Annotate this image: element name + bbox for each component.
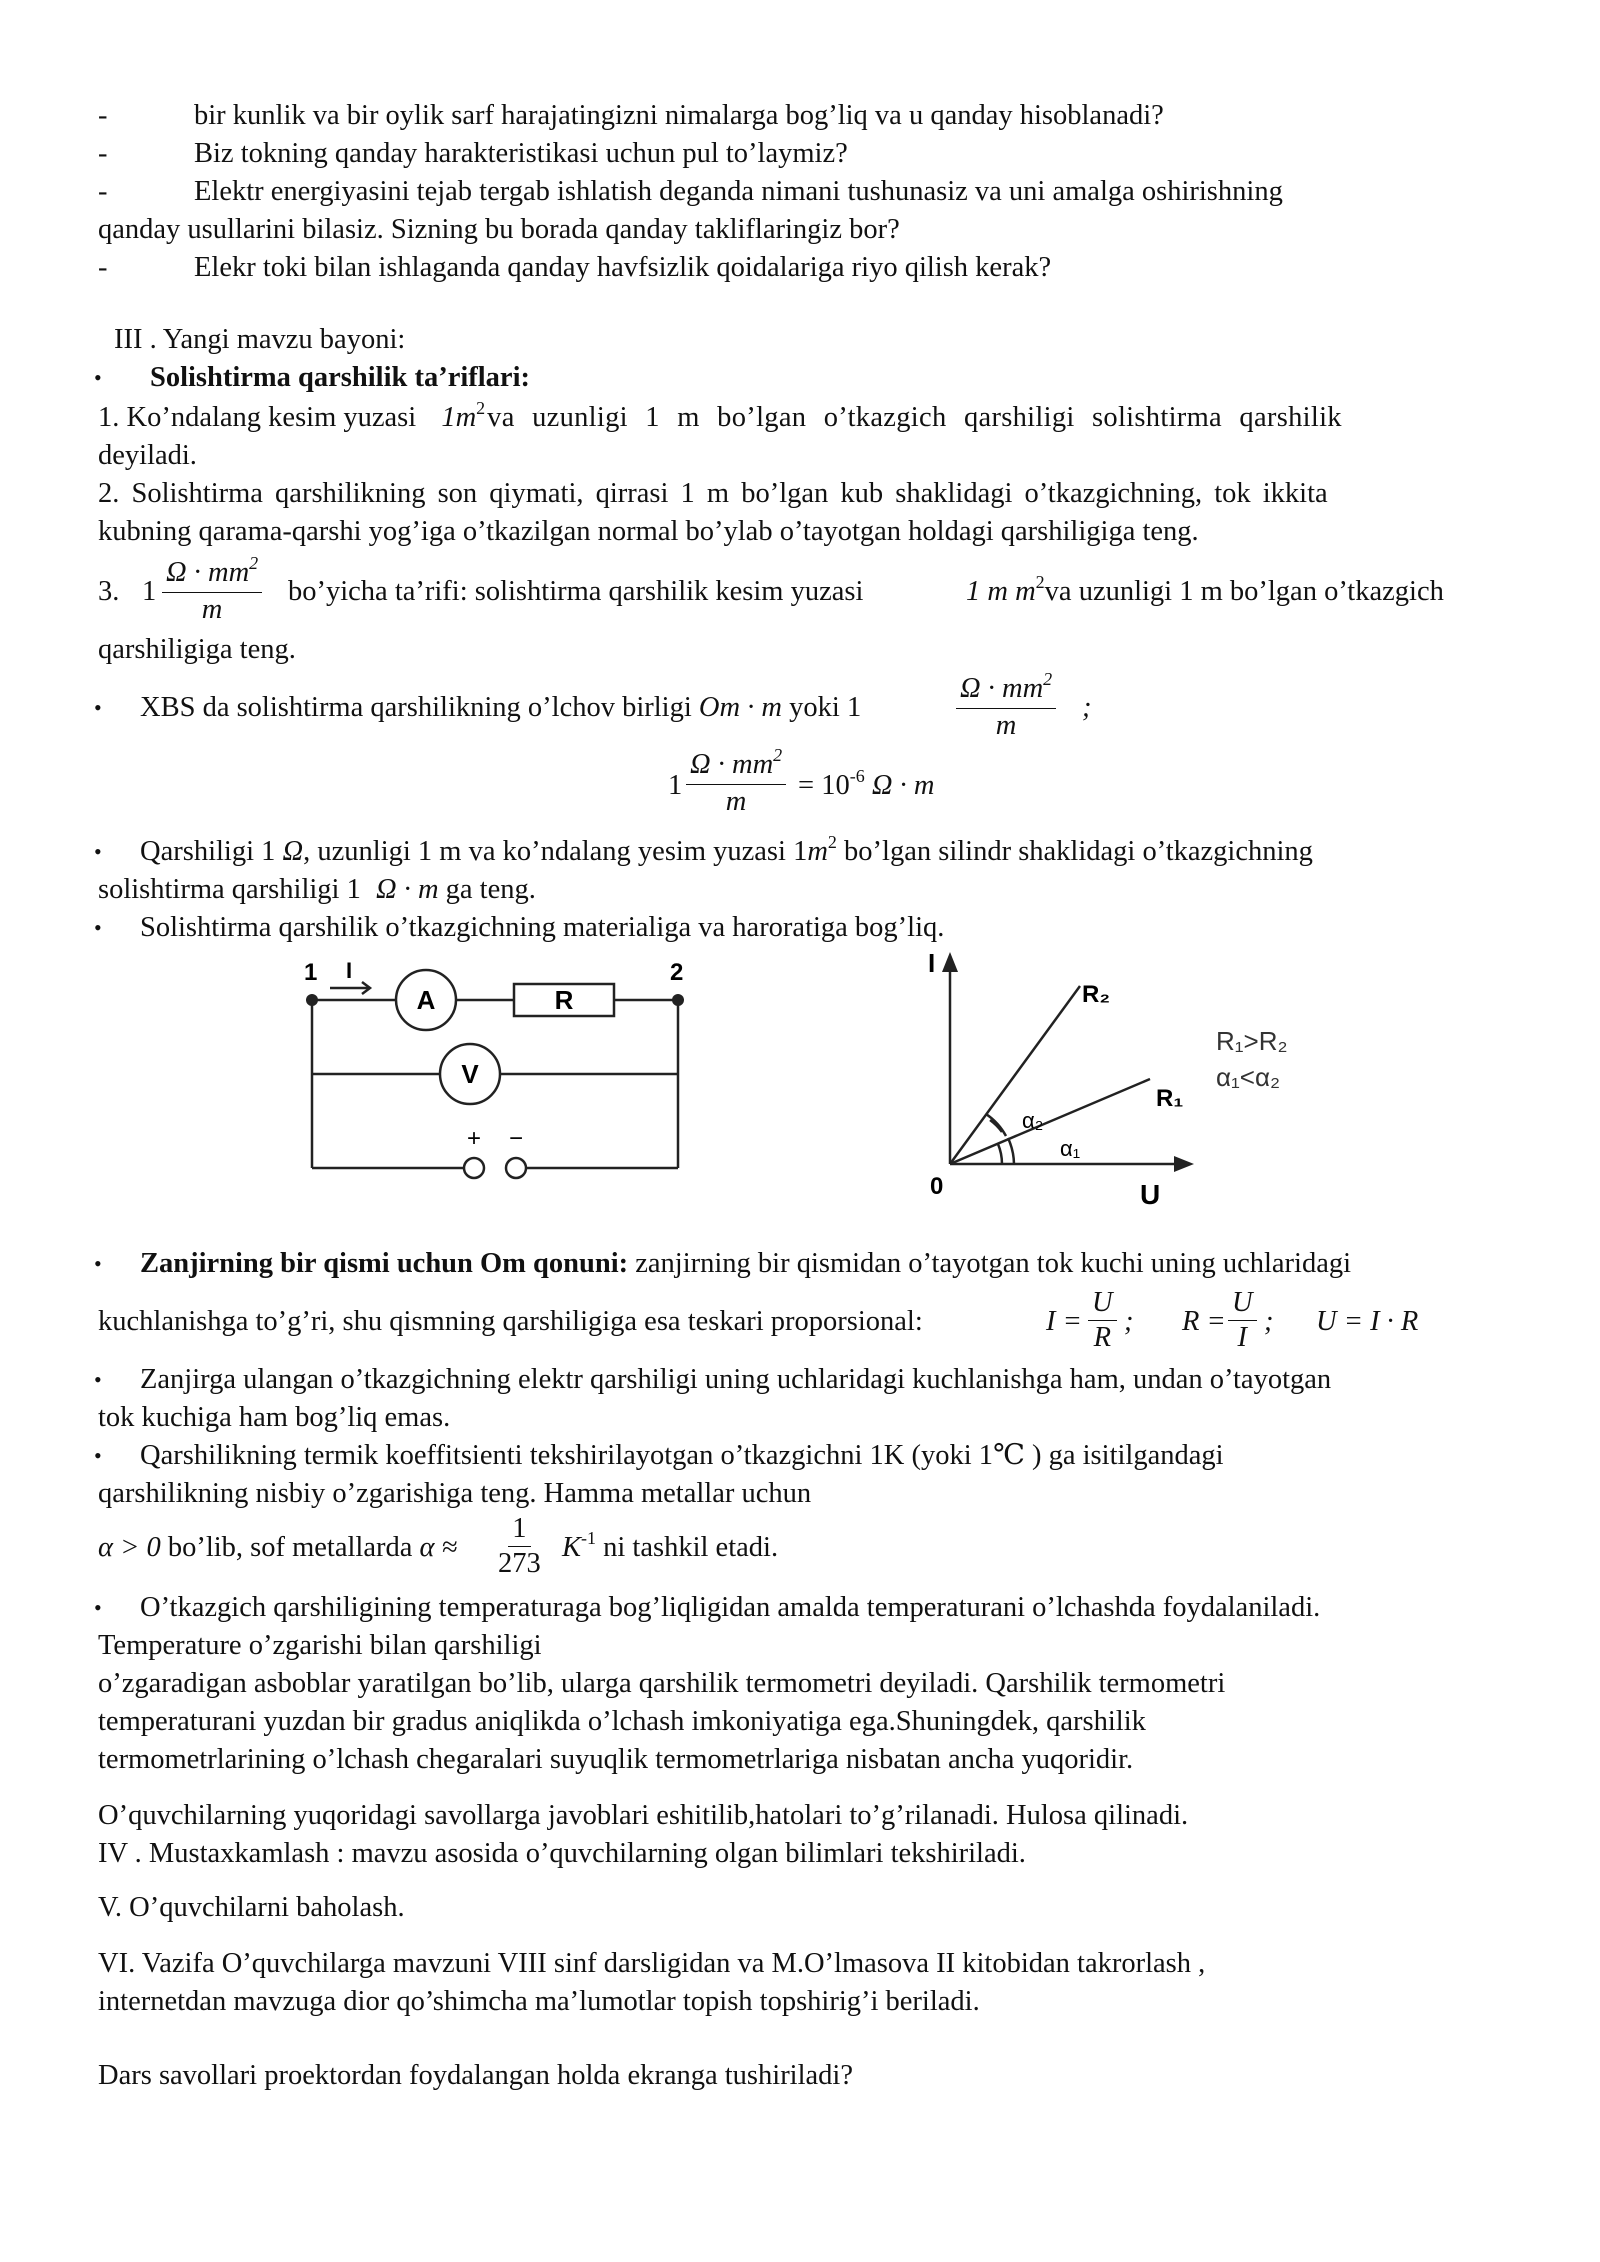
definition-1-cont: deyiladi. (98, 440, 197, 471)
section-6: VI. Vazifa O’quvchilarga mavzuni VIII sinf darsligidan va M.O’lmasova II kitobidan takrorlash , (98, 1948, 1206, 1979)
minus-label: − (509, 1125, 524, 1152)
definition-3-cont: qarshiligiga teng. (98, 634, 296, 665)
minus-terminal (506, 1158, 526, 1178)
bullet-icon: • (94, 839, 102, 864)
relation-alpha: α₁<α₂ (1216, 1062, 1281, 1092)
origin-label: 0 (930, 1173, 944, 1200)
dash-marker: - (98, 100, 108, 131)
angle-arc (1008, 1138, 1014, 1164)
voltmeter-label: V (461, 1059, 479, 1089)
plus-label: + (467, 1125, 482, 1152)
question-3-cont: qanday usullarini bilasiz. Sizning bu borada qanday takliflaringiz bor? (98, 214, 900, 245)
definition-2: 2. Solishtirma qarshilikning son qiymati, qirrasi 1 m bo’lgan kub shaklidagi o’tkazgichning, tok ikkita (98, 478, 1328, 509)
y-axis-label: I (928, 948, 936, 978)
document-page: - bir kunlik va bir oylik sarf harajatingizni nimalarga bog’liq va u qanday hisoblanadi? - Biz tokning qanday harakteristikasi uchun pul to’laymiz? - Elektr energiyasini tejab tergab ishlatish deganda nimani tushunasiz va uni amalga oshirishning qanday usullarini bilasiz. Sizning bu borada qanday takliflaringiz bor? - Elekr toki bilan ishlaganda qanday havfsizlik qoidalariga riyo qilish kerak? III . Yangi mavzu bayoni: • Solishtirma qarshilik ta’riflari: 1. Ko’ndalang kesim yuzasi $1m^2va$ uzunligi 1 m bo’lgan o’tkazgich qarshiligi solishtirma qarshilik deyiladi. 2. Solishtirma qarshilikning son qiymati, qirrasi 1 m bo’lgan kub shaklidagi o’tkazgichning, tok ikkita kubning qarama-qarshi yog’iga o’tkazilgan normal bo’ylab o’tayotgan holdagi qarshiligiga teng. 3. 1 $\frac{\Omega \cdot mm^2}{m}$ bo’yicha ta’rifi: solishtirma qarshilik kesim yuzasi 1 m $m^2va$ uzunligi 1 m bo’lgan o’tkazgich qarshiligiga teng. • XBS da solishtirma qarshilikning o’lchov birligi Om · m yoki 1 $\frac{\Omega \cdot mm^2}{m}$ ; 1 $\frac{\Omega \cdot mm^2}{m}$ = $10^{-6}$ Ω · m • Qarshiligi 1 Ω, uzunligi 1 m va ko’ndalang yesim yuzasi $1m^2$ bo’lgan silindr shaklidagi o’tkazgichning solishtirma qarshiligi 1 Ω · m ga teng. • Solishtirma qarshilik o’tkazgichning materialiga va haroratiga bog’liq. 1 2 I A R V + − I U 0 R₂ R₁ α₂ α₁ R₁>R₂ α₁<α₂ • Zanjirning bir qismi uchun Om qonuni: zanjirning bir qismidan o’tayotgan tok kuchi uning uchlaridagi kuchlanishga to’g’ri, shu qismning qarshiligiga esa teskari proporsional: I = $\frac{U}{R}$ ; R = $\frac{U}{I}$ ; U = I · R • Zanjirga ulangan o’tkazgichning elektr qarshiligi uning uchlaridagi kuchlanishga ham, undan o’tayotgan tok kuchiga ham bog’liq emas. • Qarshilikning termik koeffitsienti tekshirilayotgan o’tkazgichni 1K (yoki 1℃ ) ga isitilgandagi qarshilikning nisbiy o’zgarishiga teng. Hamma metallar uchun α > 0 bo’lib, sof metallarda α ≈ $\frac{1}{273}$ $K^{-1}$ ni tashkil etadi. • O’tkazgich qarshiligining temperaturaga bog’liqligidan amalda temperaturani o’lchashda foydalaniladi. Temperature o’zgarishi bilan qarshiligi o’zgaradigan asboblar yaratilgan bo’lib, ularga qarshilik termometri deyiladi. Qarshilik termometri temperaturani yuzdan bir gradus aniqlikda o’lchash imkoniyatiga ega.Shuningdek, qarshilik termometrlarining o’lchash chegaralari suyuqlik termometrlariga nisbatan ancha yuqoridir. O’quvchilarning yuqoridagi savollarga javoblari eshitilib,hatolari to’g’rilanadi. Hulosa qilinadi. IV . Mustaxkamlash : mavzu asosida o’quvchilarning olgan bilimlari tekshiriladi. V. O’quvchilarni baholash. VI. Vazifa O’quvchilarga mavzuni VIII sinf darsligidan va M.O’lmasova II kitobidan takrorlash , internetdan mavzuga dior qo’shimcha ma’lumotlar topish topshirig’i beriladi. Dars savollari proektordan foydalangan holda ekranga tushiriladi? (0, 0, 1600, 2262)
thermal-line-cont: qarshilikning nisbiy o’zgarishiga teng. Hamma metallar uchun (98, 1478, 812, 1509)
bullet-icon: • (94, 1367, 102, 1392)
node-dot (672, 994, 684, 1006)
resistance-note-cont: tok kuchiga ham bog’liq emas. (98, 1402, 451, 1433)
angle-arc (998, 1144, 1002, 1164)
closing-paragraph: O’quvchilarning yuqoridagi savollarga javoblari eshitilib,hatolari to’g’rilanadi. Hulosa qilinadi. (98, 1800, 1189, 1831)
relation-r: R₁>R₂ (1216, 1026, 1288, 1056)
node-1-label: 1 (304, 959, 318, 986)
thermometer-line-5: termometrlarining o’lchash chegaralari suyuqlik termometrlariga nisbatan ancha yuqoridir. (98, 1744, 1134, 1775)
cylinder-line-cont: solishtirma qarshiligi 1 Ω · m ga teng. (98, 874, 536, 905)
bullet-icon: • (94, 1595, 102, 1620)
section-4: IV . Mustaxkamlash : mavzu asosida o’quvchilarning olgan bilimlari tekshiriladi. (98, 1838, 1026, 1869)
resistor-label: R (554, 985, 574, 1015)
unit-fraction: $\frac{\Omega \cdot mm^2}{m}$ (162, 556, 262, 627)
r1-label: R₁ (1156, 1085, 1184, 1112)
section-5: V. O’quvchilarni baholash. (98, 1892, 405, 1923)
bullet-icon: • (94, 695, 102, 720)
x-axis-arrow (1174, 1156, 1194, 1172)
ohm-fraction-1: $\frac{U}{R}$ (1088, 1286, 1117, 1355)
section-title: III . Yangi mavzu bayoni: (114, 324, 406, 355)
iu-graph (910, 944, 1310, 1214)
circuit-diagram (290, 950, 710, 1200)
unit-fraction: $\frac{\Omega \cdot mm^2}{m}$ (956, 672, 1056, 743)
x-axis-label: U (1140, 1179, 1161, 1210)
definition-1: 1. Ko’ndalang kesim yuzasi $1m^2va$ uzunligi 1 m bo’lgan o’tkazgich qarshiligi solishtirma qarshilik (98, 398, 1342, 433)
node-dot (306, 994, 318, 1006)
plus-terminal (464, 1158, 484, 1178)
alpha2-label: α₂ (1022, 1108, 1044, 1133)
definition-2-cont: kubning qarama-qarshi yog’iga o’tkazilgan normal bo’ylab o’tayotgan holdagi qarshiligiga teng. (98, 516, 1199, 547)
alpha-fraction: $\frac{1}{273}$ (498, 1513, 541, 1579)
thermometer-line-4: temperaturani yuzdan bir gradus aniqlikda o’lchash imkoniyatiga ega.Shuningdek, qarshilik (98, 1706, 1146, 1737)
final-note: Dars savollari proektordan foydalangan holda ekranga tushiriladi? (98, 2060, 853, 2091)
node-2-label: 2 (670, 959, 684, 986)
alpha1-label: α₁ (1060, 1136, 1081, 1161)
dash-marker: - (98, 176, 108, 207)
section-6-cont: internetdan mavzuga dior qo’shimcha ma’lumotlar topish topshirig’i beriladi. (98, 1986, 980, 2017)
r2-label: R₂ (1082, 981, 1110, 1008)
ammeter-label: A (416, 985, 436, 1015)
dash-marker: - (98, 138, 108, 169)
current-label: I (346, 958, 353, 983)
bullet-icon: • (94, 365, 102, 390)
bullet-icon: • (94, 915, 102, 940)
unit-fraction: $\frac{\Omega \cdot mm^2}{m}$ (686, 748, 786, 819)
thermometer-line-2: Temperature o’zgarishi bilan qarshiligi (98, 1630, 542, 1661)
bullet-icon: • (94, 1251, 102, 1276)
y-axis-arrow (942, 952, 958, 972)
bullet-icon: • (94, 1443, 102, 1468)
dash-marker: - (98, 252, 108, 283)
thermometer-line-3: o’zgaradigan asboblar yaratilgan bo’lib, ularga qarshilik termometri deyiladi. Qarshilik termometri (98, 1668, 1226, 1699)
ohm-fraction-2: $\frac{U}{I}$ (1228, 1286, 1257, 1355)
